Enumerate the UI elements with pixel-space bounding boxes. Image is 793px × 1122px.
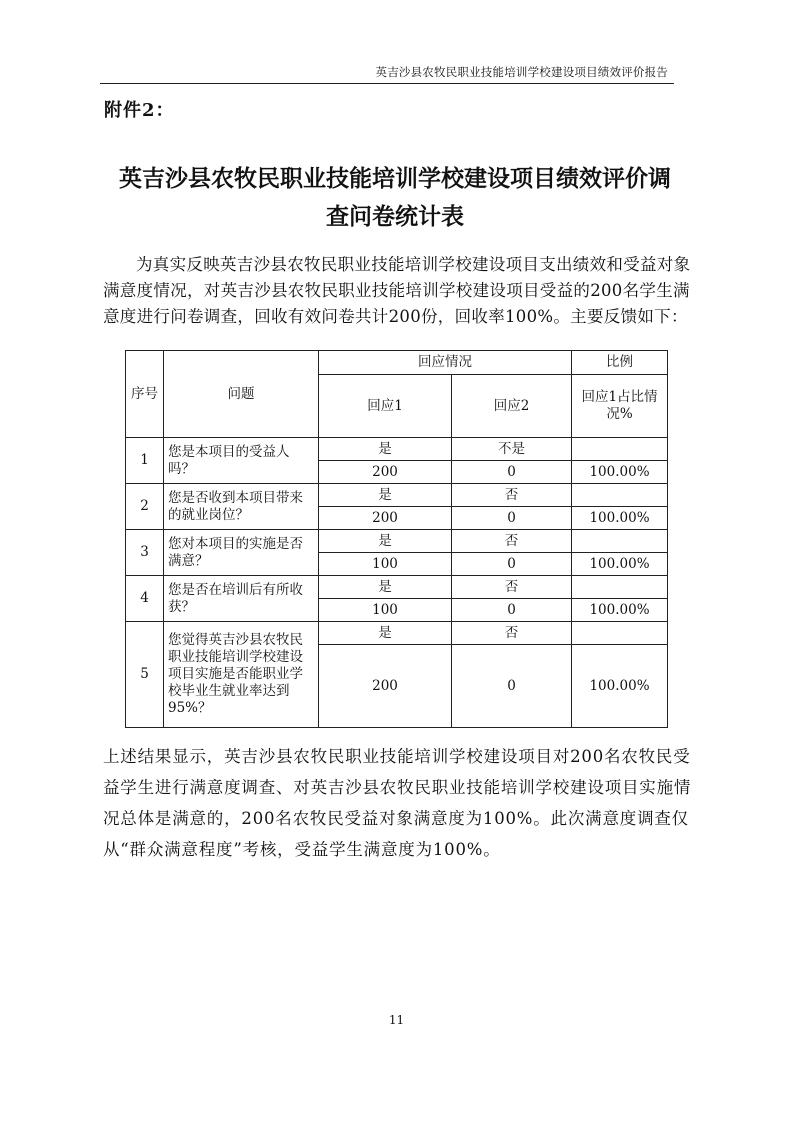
r1-label: 是	[319, 530, 452, 553]
r2-label: 否	[452, 622, 572, 645]
title-line-1: 英吉沙县农牧民职业技能培训学校建设项目绩效评价调	[119, 165, 671, 192]
r1-label: 是	[319, 622, 452, 645]
title-line-2: 查问卷统计表	[326, 203, 464, 230]
header-ratio-group: 比例	[572, 351, 668, 375]
table-row	[126, 484, 668, 507]
row-question: 您是本项目的受益人吗？	[164, 438, 319, 484]
header-question: 问题	[164, 351, 319, 438]
page-number: 11	[388, 1013, 405, 1027]
empty-cell	[572, 484, 668, 507]
empty-cell	[572, 530, 668, 553]
r2-label: 否	[452, 576, 572, 599]
header-seq: 序号	[126, 351, 164, 438]
document-title	[90, 160, 700, 236]
row-question: 您是否收到本项目带来的就业岗位？	[164, 484, 319, 530]
row-question: 您对本项目的实施是否满意？	[164, 530, 319, 576]
row-number: 4	[126, 576, 164, 622]
r2-label: 否	[452, 530, 572, 553]
empty-cell	[572, 622, 668, 645]
table-row	[126, 622, 668, 645]
r1-value: 200	[319, 461, 452, 484]
r1-value: 100	[319, 553, 452, 576]
row-question: 您觉得英吉沙县农牧民职业技能培训学校建设项目实施是否能职业学校毕业生就业率达到95%？	[164, 622, 319, 728]
r2-value: 0	[452, 507, 572, 530]
ratio-value: 100.00%	[572, 461, 668, 484]
running-header: 英吉沙县农牧民职业技能培训学校建设项目绩效评价报告	[375, 65, 668, 79]
r1-value: 100	[319, 599, 452, 622]
ratio-value: 100.00%	[572, 645, 668, 728]
r1-label: 是	[319, 438, 452, 461]
row-number: 3	[126, 530, 164, 576]
r2-value: 0	[452, 553, 572, 576]
r1-label: 是	[319, 484, 452, 507]
r2-value: 0	[452, 645, 572, 728]
r2-label: 不是	[452, 438, 572, 461]
row-number: 2	[126, 484, 164, 530]
ratio-value: 100.00%	[572, 507, 668, 530]
table-row	[126, 576, 668, 599]
attachment-label: 附件2：	[104, 100, 175, 121]
r2-label: 否	[452, 484, 572, 507]
row-number: 1	[126, 438, 164, 484]
r2-value: 0	[452, 599, 572, 622]
ratio-value: 100.00%	[572, 553, 668, 576]
conclusion-paragraph: 上述结果显示，英吉沙县农牧民职业技能培训学校建设项目对200名农牧民受益学生进行满意度调查、对英吉沙县农牧民职业技能培训学校建设项目实施情况总体是满意的，200名农牧民受益对象满意度为100%。此次满意度调查仅从“群众满意程度”考核，受益学生满意度为100%。	[103, 747, 692, 859]
r1-label: 是	[319, 576, 452, 599]
header-response1: 回应1	[319, 375, 452, 438]
survey-stats-table	[125, 350, 668, 728]
r2-value: 0	[452, 461, 572, 484]
table-row	[126, 438, 668, 461]
row-number: 5	[126, 622, 164, 728]
row-question: 您是否在培训后有所收获？	[164, 576, 319, 622]
r1-value: 200	[319, 645, 452, 728]
empty-cell	[572, 438, 668, 461]
empty-cell	[572, 576, 668, 599]
table-row	[126, 530, 668, 553]
table-header-row	[126, 351, 668, 375]
intro-paragraph: 为真实反映英吉沙县农牧民职业技能培训学校建设项目支出绩效和受益对象满意度情况，对英吉沙县农牧民职业技能培训学校建设项目受益的200名学生满意度进行问卷调查，回收有效问卷共计200份，回收率100%。主要反馈如下：	[103, 255, 691, 326]
header-response2: 回应2	[452, 375, 572, 438]
r1-value: 200	[319, 507, 452, 530]
header-ratio: 回应1占比情况%	[572, 375, 668, 438]
header-response-group: 回应情况	[319, 351, 572, 375]
header-rule	[100, 83, 674, 84]
ratio-value: 100.00%	[572, 599, 668, 622]
